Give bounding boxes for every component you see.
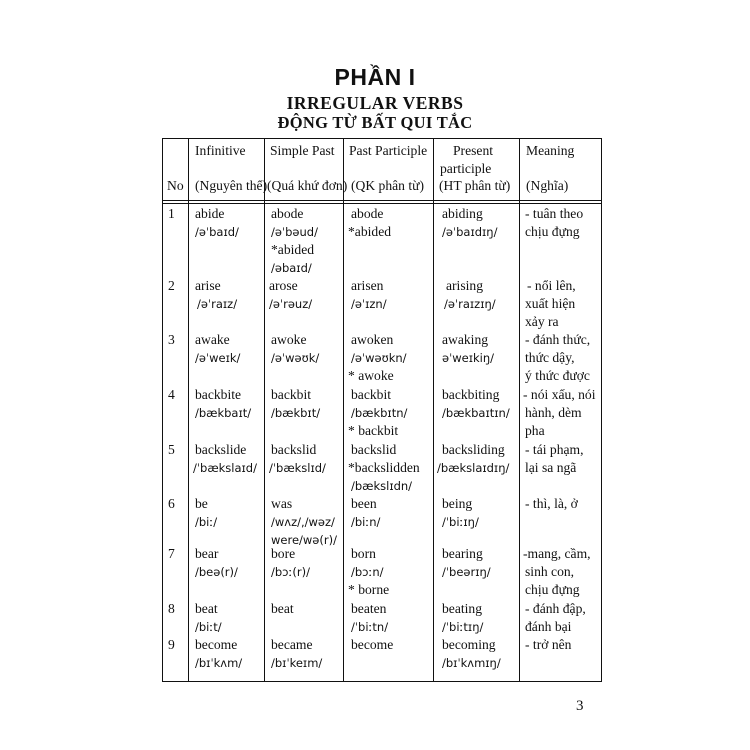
column-divider: [343, 139, 344, 681]
simple-past-phonetic: /bɔː(r)/: [271, 565, 310, 579]
present-participle-phonetic: /ˈbeərɪŋ/: [442, 565, 491, 579]
section-title-vietnamese: ĐỘNG TỪ BẤT QUI TẮC: [277, 113, 473, 132]
meaning: sinh con,: [525, 564, 575, 579]
past-participle: abode: [351, 206, 384, 221]
meaning: - thì, là, ở: [525, 496, 578, 511]
infinitive-phonetic: /əˈweɪk/: [195, 351, 241, 365]
past-participle-alt: *abided: [348, 224, 392, 239]
present-participle: arising: [446, 278, 483, 293]
past-participle: backbit: [351, 387, 392, 402]
past-participle-alt: * borne: [348, 582, 390, 597]
present-participle-phonetic: /ˈbiːtɪŋ/: [442, 620, 484, 634]
simple-past: awoke: [271, 332, 307, 347]
present-participle-phonetic: /əˈbaɪdɪŋ/: [442, 225, 498, 239]
simple-past-phonetic: /bɪˈkeɪm/: [271, 656, 323, 670]
column-divider: [519, 139, 520, 681]
infinitive-phonetic: /bɪˈkʌm/: [195, 656, 243, 670]
infinitive-phonetic: /biː/: [195, 515, 218, 529]
page-title: PHẦN I: [334, 64, 416, 90]
header-no: No: [167, 178, 184, 193]
meaning: ý thức được: [525, 368, 590, 383]
meaning: lại sa ngã: [525, 460, 577, 475]
meaning: xuất hiện: [525, 296, 576, 311]
simple-past-phonetic: /ˈbækslɪd/: [269, 461, 326, 475]
simple-past-phonetic: /bækbɪt/: [271, 406, 321, 420]
infinitive: beat: [195, 601, 218, 616]
header-present-participle-2: participle: [440, 161, 492, 176]
infinitive-phonetic: /ˈbækslaɪd/: [193, 461, 257, 475]
row-number: 9: [168, 637, 175, 652]
infinitive-phonetic: /bækbaɪt/: [195, 406, 252, 420]
meaning: pha: [525, 423, 545, 438]
past-participle-alt: *backslidden: [348, 460, 420, 475]
simple-past: abode: [271, 206, 304, 221]
header-infinitive: Infinitive: [195, 143, 246, 158]
simple-past-alt-phonetic: /əbaɪd/: [271, 261, 312, 275]
infinitive-phonetic: /əˈbaɪd/: [195, 225, 239, 239]
past-participle-phonetic: /biːn/: [351, 515, 381, 529]
meaning: - tái phạm,: [525, 442, 584, 457]
page-number: 3: [576, 698, 584, 714]
row-number: 1: [168, 206, 175, 221]
simple-past: was: [271, 496, 293, 511]
header-infinitive-vn: (Nguyên thể): [195, 178, 268, 193]
past-participle-phonetic: /əˈwəʊkn/: [351, 351, 407, 365]
simple-past: became: [271, 637, 313, 652]
present-participle: abiding: [442, 206, 483, 221]
simple-past-alt: were/wə(r)/: [271, 533, 337, 547]
past-participle-alt: * backbit: [348, 423, 399, 438]
present-participle: beating: [442, 601, 483, 616]
meaning: thức dậy,: [525, 350, 575, 365]
past-participle: backslid: [351, 442, 397, 457]
past-participle: awoken: [351, 332, 394, 347]
column-divider: [433, 139, 434, 681]
simple-past-phonetic: /əˈwəʊk/: [271, 351, 320, 365]
past-participle: born: [351, 546, 376, 561]
header-present-participle: Present: [453, 143, 494, 158]
meaning: đánh bại: [525, 619, 572, 634]
past-participle-phonetic: /əˈɪzn/: [351, 297, 387, 311]
row-number: 4: [168, 387, 175, 402]
meaning: - đánh thức,: [525, 332, 591, 347]
present-participle-phonetic: /ˈbiːɪŋ/: [442, 515, 479, 529]
infinitive-phonetic: /əˈraɪz/: [197, 297, 238, 311]
meaning: - nổi lên,: [527, 278, 576, 293]
meaning: - tuân theo: [525, 206, 584, 221]
row-number: 8: [168, 601, 175, 616]
past-participle: beaten: [351, 601, 387, 616]
infinitive: bear: [195, 546, 219, 561]
meaning: hành, dèm: [525, 405, 582, 420]
section-title: IRREGULAR VERBS: [286, 93, 464, 113]
simple-past: arose: [269, 278, 298, 293]
header-past-participle-vn: (QK phân từ): [351, 178, 425, 193]
present-participle-phonetic: /bɪˈkʌmɪŋ/: [442, 656, 501, 670]
infinitive: arise: [195, 278, 221, 293]
present-participle-phonetic: /bækbaɪtɪn/: [442, 406, 510, 420]
past-participle-phonetic: /bækbɪtn/: [351, 406, 408, 420]
present-participle: backbiting: [442, 387, 500, 402]
present-participle-phonetic: /bækslaɪdɪŋ/: [437, 461, 510, 475]
past-participle-phonetic: /bɔːn/: [351, 565, 384, 579]
infinitive-phonetic: /beə(r)/: [195, 565, 238, 579]
past-participle-alt: * awoke: [348, 368, 394, 383]
meaning: - trở nên: [525, 637, 572, 652]
past-participle-alt-phonetic: /bækslɪdn/: [351, 479, 413, 493]
present-participle: awaking: [442, 332, 489, 347]
present-participle: backsliding: [442, 442, 505, 457]
present-participle: bearing: [442, 546, 483, 561]
header-divider: [163, 203, 601, 204]
header-meaning: Meaning: [526, 143, 575, 158]
meaning: -mang, cầm,: [523, 546, 591, 561]
simple-past-phonetic: /əˈbəud/: [271, 225, 318, 239]
past-participle: been: [351, 496, 377, 511]
simple-past-phonetic: /wʌz/,/wəz/: [271, 515, 335, 529]
meaning: chịu đựng: [525, 224, 580, 239]
simple-past: backslid: [271, 442, 317, 457]
infinitive: become: [195, 637, 238, 652]
column-divider: [264, 139, 265, 681]
simple-past: backbit: [271, 387, 312, 402]
header-simple-past: Simple Past: [270, 143, 335, 158]
column-divider: [188, 139, 189, 681]
past-participle-phonetic: /ˈbiːtn/: [351, 620, 389, 634]
present-participle: becoming: [442, 637, 496, 652]
meaning: - đánh đập,: [525, 601, 586, 616]
present-participle: being: [442, 496, 473, 511]
infinitive-phonetic: /biːt/: [195, 620, 222, 634]
row-number: 3: [168, 332, 175, 347]
meaning: xảy ra: [525, 314, 559, 329]
present-participle-phonetic: əˈweɪkiŋ/: [442, 351, 495, 365]
row-number: 5: [168, 442, 175, 457]
simple-past-alt: *abided: [271, 242, 315, 257]
header-divider: [163, 200, 601, 201]
simple-past: beat: [271, 601, 294, 616]
past-participle: arisen: [351, 278, 384, 293]
infinitive: be: [195, 496, 208, 511]
header-meaning-vn: (Nghĩa): [526, 178, 569, 193]
simple-past: bore: [271, 546, 296, 561]
infinitive: backbite: [195, 387, 242, 402]
present-participle-phonetic: /əˈraɪzɪŋ/: [444, 297, 496, 311]
meaning: chịu đựng: [525, 582, 580, 597]
row-number: 2: [168, 278, 175, 293]
meaning: - nói xấu, nói: [523, 387, 596, 402]
infinitive: awake: [195, 332, 230, 347]
infinitive: backslide: [195, 442, 247, 457]
header-simple-past-vn: (Quá khứ đơn): [267, 178, 348, 193]
row-number: 7: [168, 546, 175, 561]
infinitive: abide: [195, 206, 225, 221]
irregular-verbs-table: [162, 138, 602, 682]
header-past-participle: Past Participle: [349, 143, 428, 158]
past-participle: become: [351, 637, 394, 652]
row-number: 6: [168, 496, 175, 511]
simple-past-phonetic: /əˈrəuz/: [269, 297, 313, 311]
header-present-participle-vn: (HT phân từ): [439, 178, 511, 193]
